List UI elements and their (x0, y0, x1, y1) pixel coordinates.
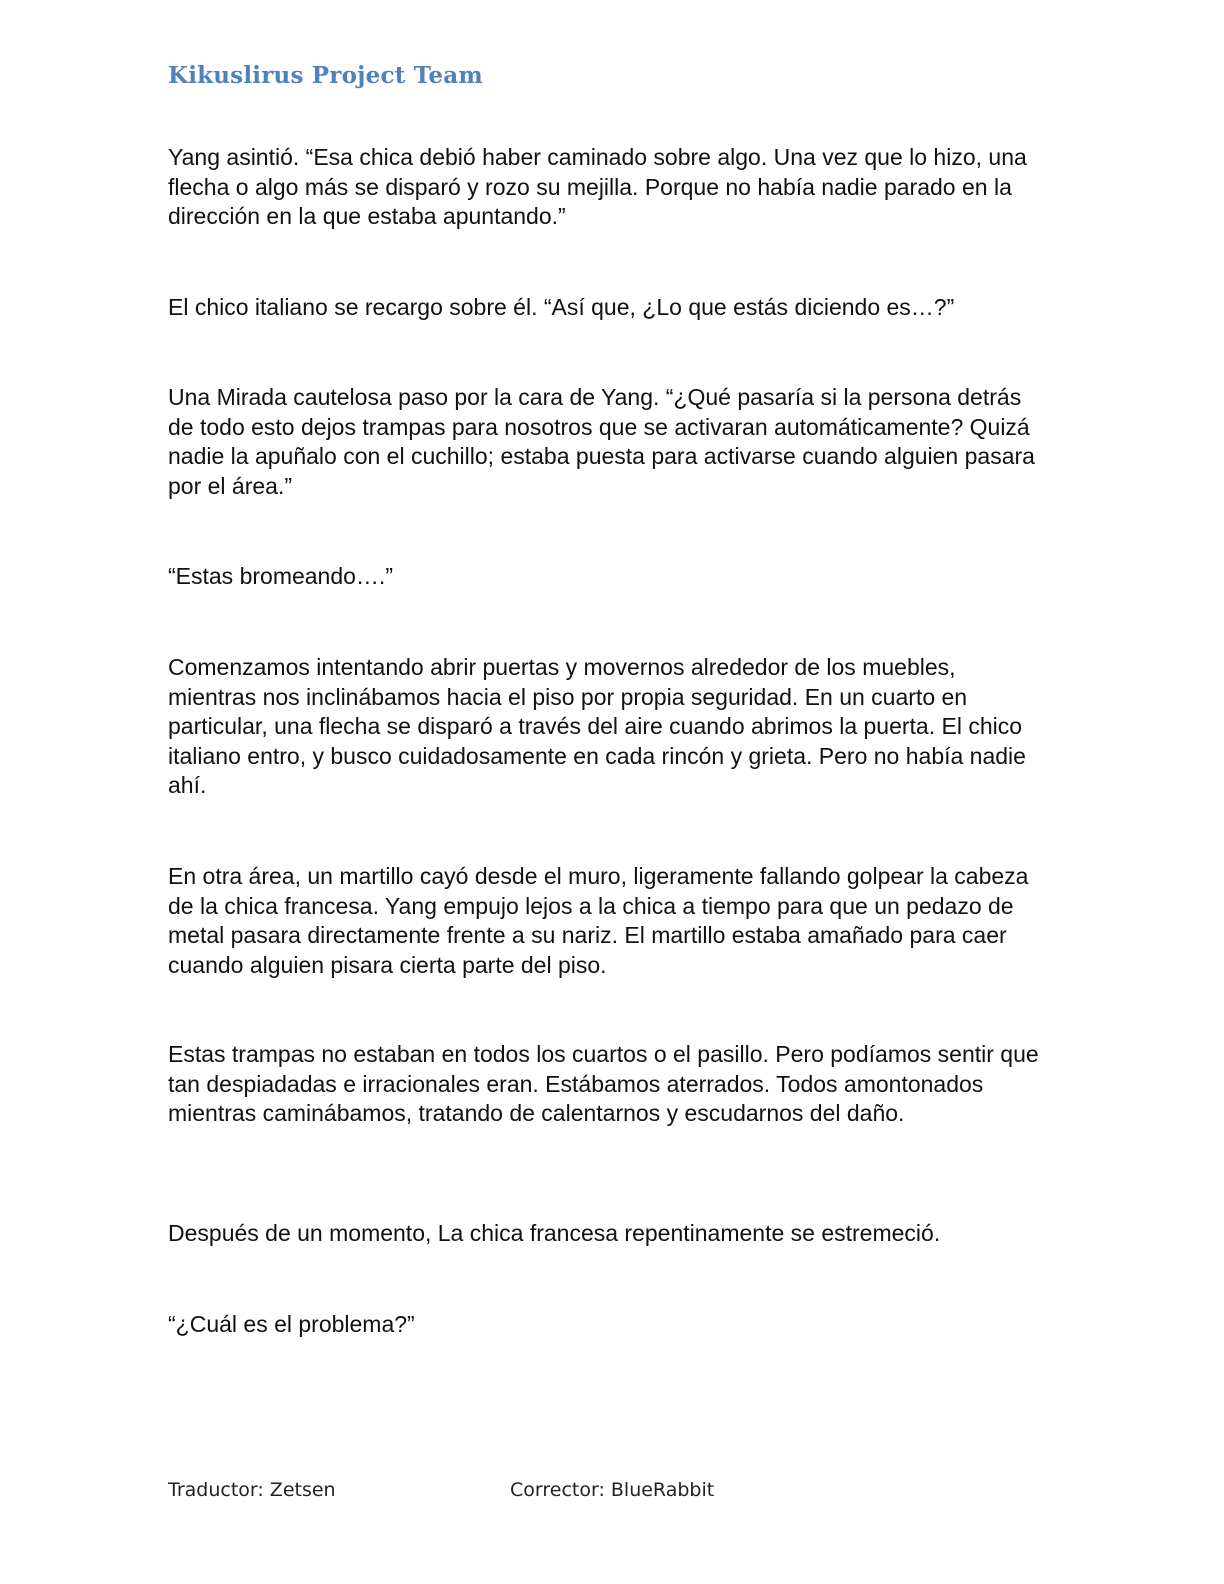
paragraph-6: En otra área, un martillo cayó desde el muro, ligeramente fallando golpear la cabeza de la chica francesa. Yang empujo lejos a la chica a tiempo para que un pedazo de metal pasara directamente frente a su nariz. El martillo estaba amañado para caer cuando alguien pisara cierta parte del piso. (168, 863, 1029, 978)
document-header: Kikuslirus Project Team (168, 62, 483, 89)
paragraph-2: El chico italiano se recargo sobre él. “Así que, ¿Lo que estás diciendo es…?” (168, 294, 955, 320)
paragraph-5: Comenzamos intentando abrir puertas y movernos alrededor de los muebles, mientras nos inclinábamos hacia el piso por propia seguridad. En un cuarto en particular, una flecha se disparó a través del aire cuando abrimos la puerta. El chico italiano entro, y busco cuidadosamente en cada rincón y grieta. Pero no había nadie ahí. (168, 654, 1026, 799)
paragraph-1: Yang asintió. “Esa chica debió haber caminado sobre algo. Una vez que lo hizo, una flecha o algo más se disparó y rozo su mejilla. Porque no había nadie parado en la dirección en la que estaba apuntando.” (168, 144, 1027, 230)
paragraph-4: “Estas bromeando….” (168, 563, 393, 589)
paragraph-3: Una Mirada cautelosa paso por la cara de Yang. “¿Qué pasaría si la persona detrás de todo esto dejos trampas para nosotros que se activaran automáticamente? Quizá nadie la apuñalo con el cuchillo; estaba puesta para activarse cuando alguien pasara por el área.” (168, 384, 1035, 499)
paragraph-9: “¿Cuál es el problema?” (168, 1311, 415, 1337)
paragraph-7: Estas trampas no estaban en todos los cuartos o el pasillo. Pero podíamos sentir que tan despiadadas e irracionales eran. Estábamos aterrados. Todos amontonados mientras caminábamos, tratando de calentarnos y escudarnos del daño. (168, 1041, 1039, 1127)
footer-corrector: Corrector: BlueRabbit (510, 1479, 715, 1501)
paragraph-8: Después de un momento, La chica francesa repentinamente se estremeció. (168, 1220, 941, 1246)
footer-translator: Traductor: Zetsen (168, 1479, 336, 1501)
